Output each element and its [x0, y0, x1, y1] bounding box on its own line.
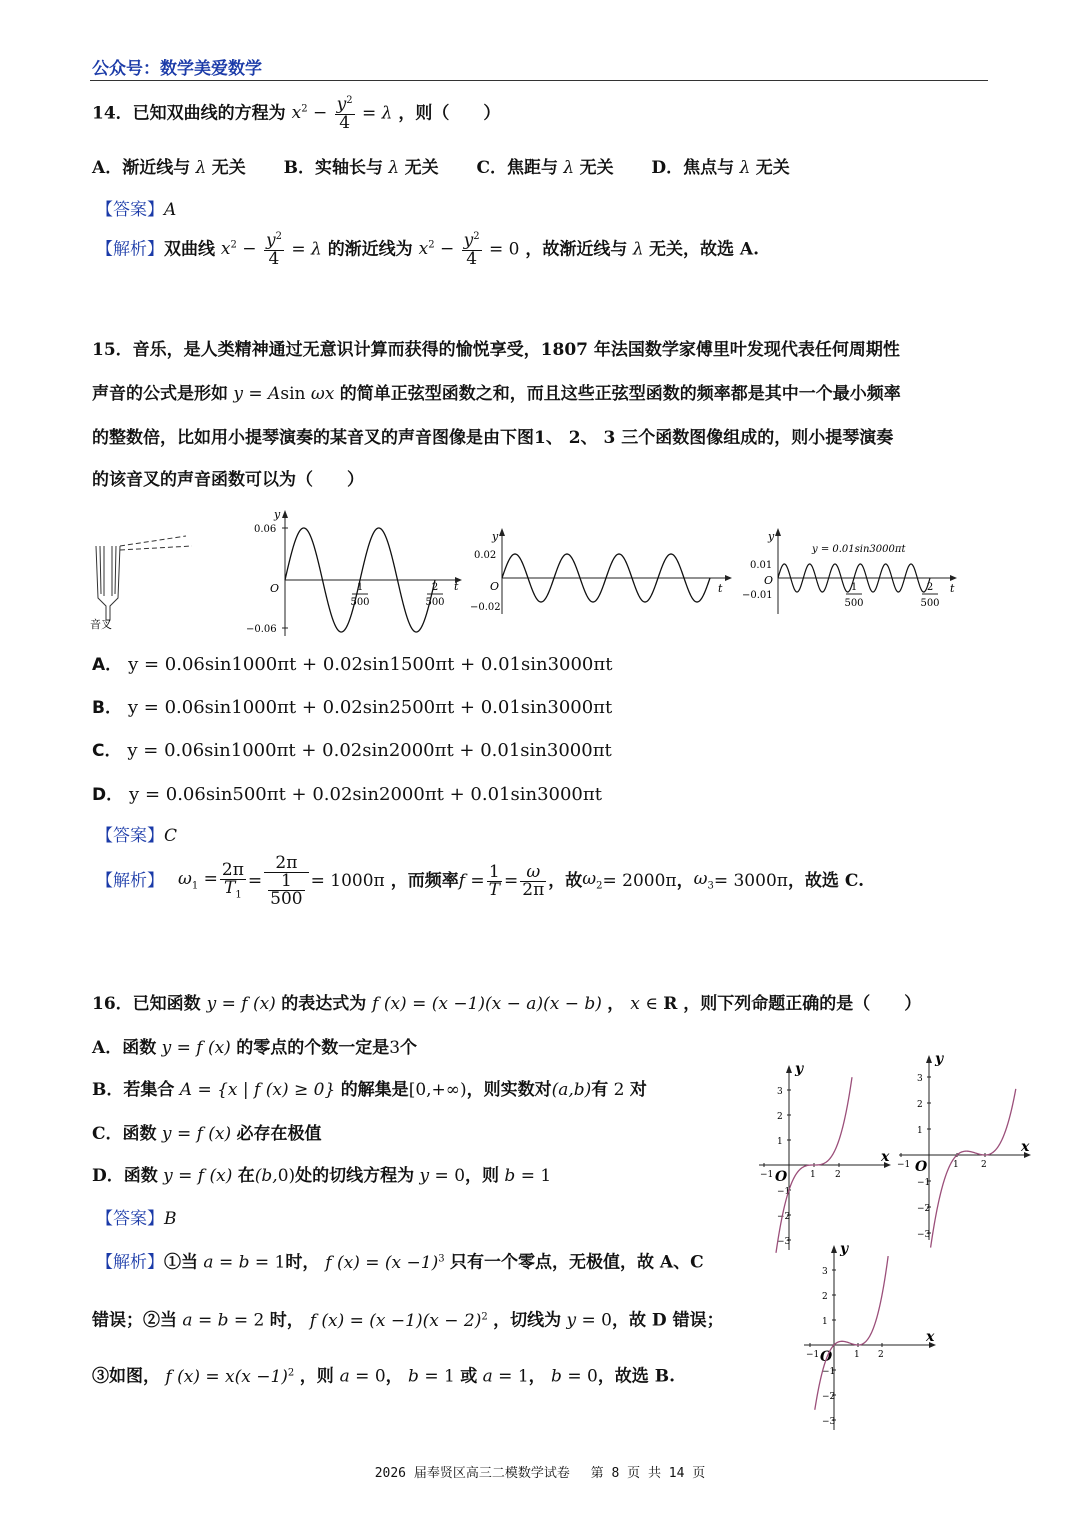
- svg-text:O: O: [270, 582, 280, 595]
- svg-text:t: t: [950, 582, 955, 595]
- svg-text:t: t: [454, 580, 459, 593]
- y-tick-label: 1: [777, 1137, 783, 1147]
- x-axis-label: x: [881, 1149, 890, 1165]
- y-tick-label: 3: [822, 1267, 828, 1277]
- cubic-graph-1: [745, 1055, 890, 1247]
- y-tick-label: 3: [777, 1087, 783, 1097]
- y-tick-label: 3: [917, 1074, 923, 1084]
- y-tick-label: −1: [777, 1187, 791, 1197]
- q16-answer: 【答案】B: [96, 1209, 177, 1229]
- function-curve: [931, 1089, 1016, 1248]
- q16-option-d: D．函数 y = f (x) 在(b,0)处的切线方程为 y = 0，则 b = 1: [92, 1166, 552, 1186]
- graph-2: [470, 528, 740, 618]
- y-tick-label: −2: [822, 1392, 836, 1402]
- q15-option-c: C． y = 0.06sin1000πt + 0.02sin2000πt + 0.01sin3000πt: [92, 740, 612, 761]
- origin-label: O: [915, 1159, 928, 1175]
- q15-analysis: 【解析】 $\omega_1$ = $\frac{2\pi}{T_1}$ = $\frac{2\pi}{\frac{1}{500}}$ = 1000π ，而频率 f = $\frac{1}{T}$ = $\frac{\omega}{2\pi}$ ，故 $\omega_2$ = 2000π ， $\omega_3$ = 3000π ，故选 C.: [96, 853, 865, 909]
- svg-text:500: 500: [425, 597, 445, 608]
- svg-text:y: y: [274, 508, 281, 521]
- svg-text:y: y: [492, 530, 499, 543]
- y-axis-label: y: [795, 1061, 804, 1077]
- header-rule: [90, 80, 988, 81]
- svg-text:O: O: [764, 574, 774, 587]
- y-tick-label: 2: [822, 1292, 828, 1302]
- q16-analysis-line-1: 【解析】①当 a = b = 1时， f $(x) = (x -1)^3$ 只有一个零点，无极值，故 A、C: [96, 1252, 704, 1273]
- y-tick-label: −2: [917, 1204, 931, 1214]
- q14-stem: 14．已知双曲线的方程为 $x^2$ − $\frac{y^2}{4}$ = λ ，则（ ）: [92, 94, 501, 133]
- svg-text:500: 500: [350, 597, 370, 608]
- q15-option-a: A． y = 0.06sin1000πt + 0.02sin1500πt + 0.01sin3000πt: [92, 654, 613, 675]
- graph-3: [740, 528, 965, 618]
- y-tick-label: 1: [822, 1317, 828, 1327]
- q16-analysis-line-2: 错误；②当 a = b = 2 时， f $(x) = (x -1)(x - 2)^2$ ，切线为 y = 0，故 D 错误；: [92, 1310, 724, 1331]
- q16-option-c: C．函数 y = f (x) 必存在极值: [92, 1124, 322, 1144]
- q15-line-4: 的该音叉的声音函数可以为（ ）: [92, 470, 364, 490]
- graph-1: [240, 508, 465, 638]
- origin-label: O: [775, 1169, 788, 1185]
- x-tick-label: −1: [806, 1350, 820, 1360]
- q14-option-d: D．焦点与 λ 无关: [651, 158, 790, 178]
- q15-line-3: 的整数倍，比如用小提琴演奏的某音叉的声音图像是由下图1、 2、 3 三个函数图像组成的，则小提琴演奏: [92, 428, 894, 448]
- page-header: 公众号：数学美爱数学: [92, 59, 262, 79]
- y-tick-label: −3: [777, 1237, 791, 1247]
- y-arrow: [926, 1055, 932, 1063]
- q14-options: [92, 160, 790, 177]
- x-axis-label: x: [1021, 1139, 1030, 1155]
- cubic-graph-2: [885, 1050, 1030, 1240]
- y-tick-label: 2: [777, 1112, 783, 1122]
- x-tick-label: 2: [981, 1160, 987, 1170]
- tuning-fork-label: 音叉: [90, 618, 112, 631]
- svg-text:−0.01: −0.01: [742, 590, 773, 601]
- svg-text:t: t: [718, 582, 723, 595]
- svg-text:−0.02: −0.02: [470, 602, 501, 613]
- svg-text:0.06: 0.06: [254, 524, 277, 535]
- svg-text:1: 1: [850, 582, 858, 593]
- svg-text:1: 1: [356, 582, 364, 593]
- tuning-fork-figure: [86, 528, 196, 633]
- svg-text:0.02: 0.02: [474, 550, 497, 561]
- x-tick-label: 1: [953, 1160, 959, 1170]
- svg-text:2: 2: [431, 582, 439, 593]
- q16-option-b: B．若集合 A = {x | f (x) ≥ 0} 的解集是[0,+∞)，则实数对(a,b)有 2 对: [92, 1080, 647, 1100]
- x-tick-label: 2: [878, 1350, 884, 1360]
- q16-stem: 16．已知函数 y = f (x) 的表达式为 f (x) = (x −1)(x − a)(x − b) ， x ∈ R ，则下列命题正确的是（ ）: [92, 994, 922, 1014]
- q15-line-2: 声音的公式是形如 y = Asin ωx 的简单正弦型函数之和，而且这些正弦型函数的频率都是其中一个最小频率: [92, 384, 901, 404]
- y-tick-label: −1: [917, 1178, 931, 1188]
- svg-text:y: y: [768, 530, 775, 543]
- svg-text:500: 500: [844, 598, 864, 609]
- y-tick-label: 1: [917, 1126, 923, 1136]
- y-arrow: [831, 1245, 837, 1253]
- y-tick-label: −2: [777, 1212, 791, 1222]
- y-tick-label: −3: [822, 1417, 836, 1427]
- x-tick-label: −1: [897, 1160, 911, 1170]
- q15-option-d: D． y = 0.06sin500πt + 0.02sin2000πt + 0.01sin3000πt: [92, 784, 602, 805]
- q14-option-a: A．渐近线与 λ 无关: [92, 158, 246, 178]
- svg-text:O: O: [490, 580, 500, 593]
- svg-text:0.01: 0.01: [750, 560, 773, 571]
- x-axis-label: x: [926, 1329, 935, 1345]
- svg-text:y = 0.01sin3000πt: y = 0.01sin3000πt: [812, 544, 906, 555]
- x-tick-label: 1: [810, 1170, 816, 1180]
- q16-analysis-line-3: ③如图， f $(x) = x(x -1)^2$ ，则 a = 0， b = 1 或 a = 1， b = 0，故选 B.: [92, 1366, 676, 1387]
- svg-text:500: 500: [920, 598, 940, 609]
- q15-answer: 【答案】C: [96, 826, 178, 846]
- y-tick-label: 2: [917, 1100, 923, 1110]
- y-arrow: [786, 1065, 792, 1073]
- q14-answer: 【答案】A: [96, 200, 177, 220]
- y-axis-label: y: [935, 1051, 944, 1067]
- svg-text:2: 2: [926, 582, 934, 593]
- q14-option-b: B．实轴长与 λ 无关: [283, 158, 439, 178]
- svg-text:−0.06: −0.06: [246, 624, 277, 635]
- cubic-graph-3: [790, 1235, 935, 1427]
- q14-analysis: 【解析】双曲线 $x^2$ − $\frac{y^2}{4}$ = λ 的渐近线为 $x^2$ − $\frac{y^2}{4}$ = 0 ，故渐近线与 λ 无关，故选 A.: [96, 230, 760, 269]
- q15-option-b: B． y = 0.06sin1000πt + 0.02sin2500πt + 0.01sin3000πt: [92, 697, 613, 718]
- origin-label: O: [820, 1349, 833, 1365]
- y-tick-label: −1: [822, 1367, 836, 1377]
- x-tick-label: 2: [835, 1170, 841, 1180]
- q16-option-a: A．函数 y = f (x) 的零点的个数一定是3个: [92, 1038, 418, 1058]
- q15-line-1: 15．音乐，是人类精神通过无意识计算而获得的愉悦享受，1807 年法国数学家傅里叶发现代表任何周期性: [92, 340, 900, 360]
- x-tick-label: −1: [760, 1170, 774, 1180]
- function-curve: [815, 1256, 888, 1410]
- y-axis-label: y: [840, 1241, 849, 1257]
- x-tick-label: 1: [854, 1350, 860, 1360]
- page-footer: 2026 届奉贤区高三二模数学试卷 第 8 页 共 14 页: [374, 1466, 706, 1481]
- y-tick-label: −3: [917, 1230, 931, 1240]
- q14-option-c: C．焦距与 λ 无关: [476, 158, 614, 178]
